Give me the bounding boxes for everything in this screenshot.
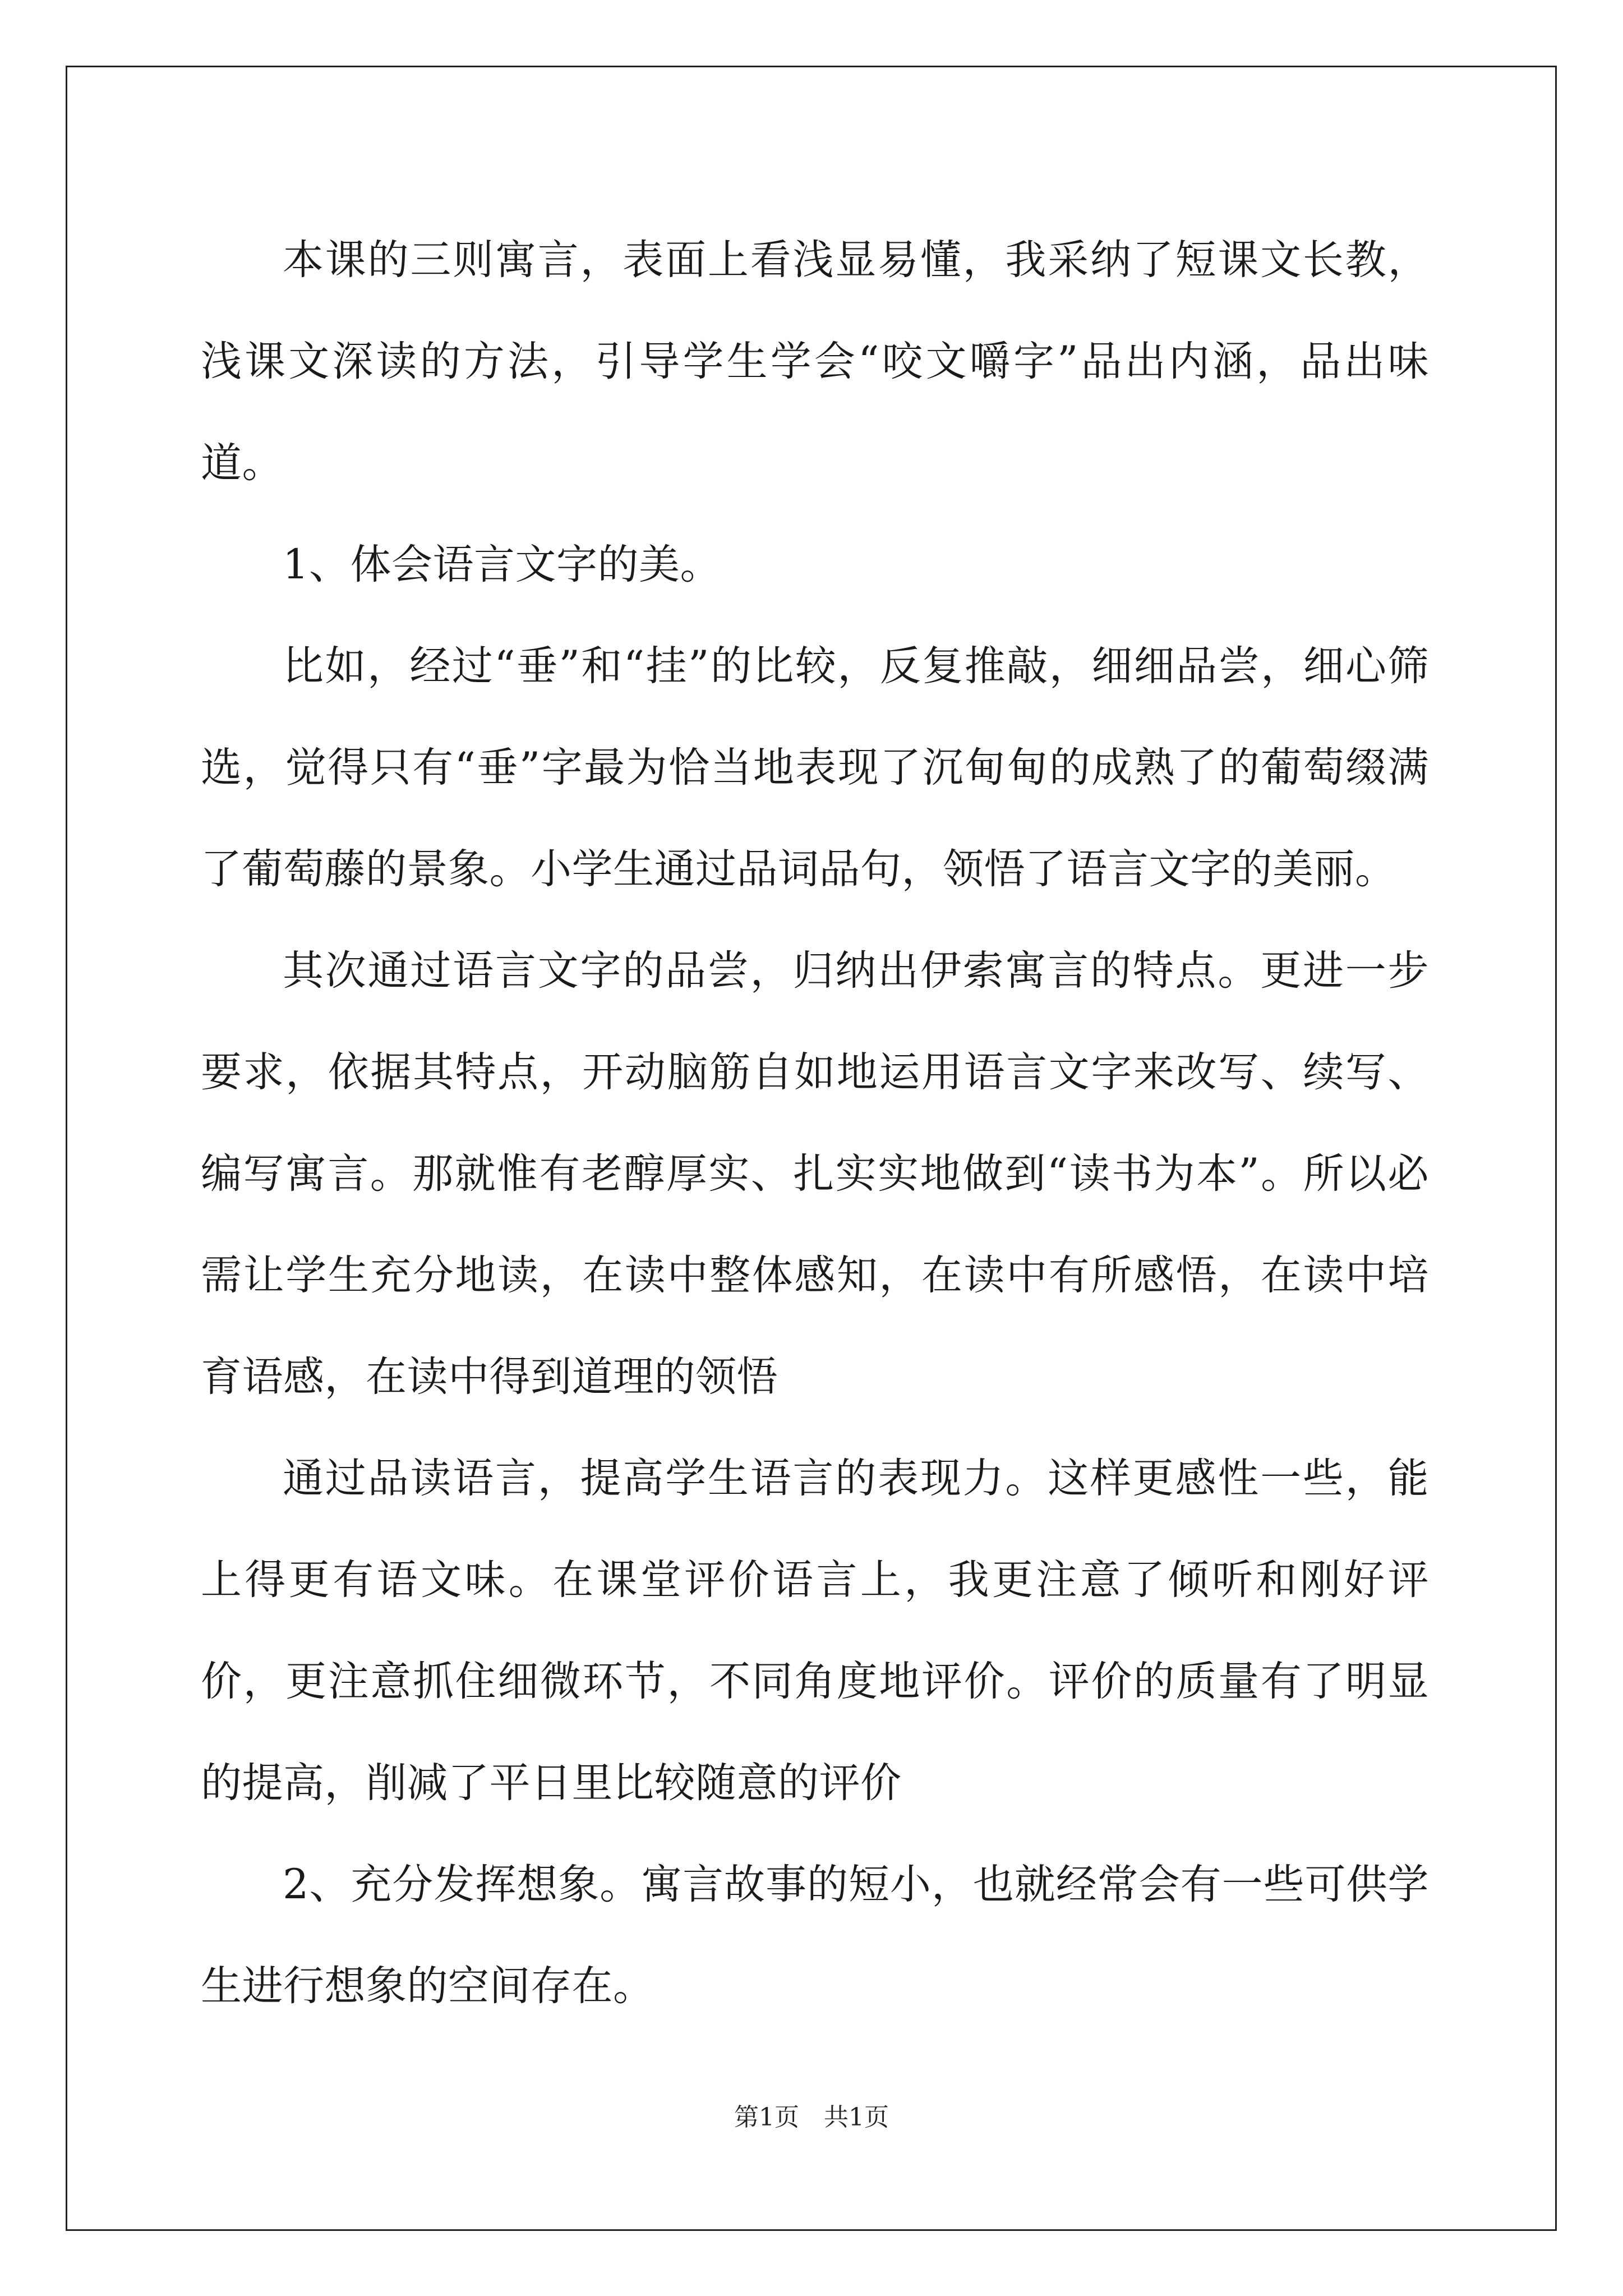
paragraph-expression: 通过品读语言，提高学生语言的表现力。这样更感性一些，能上得更有语文味。在课堂评价语言上，我更注意了倾听和刚好评价，更注意抓住细微环节，不同角度地评价。评价的质量有了明显的提高，削减了平日里比较随意的评价 <box>201 1455 1429 1807</box>
paragraph-heading-2: 2、充分发挥想象。寓言故事的短小，也就经常会有一些可供学生进行想象的空间存在。 <box>201 1861 1429 2010</box>
paragraph-intro: 本课的三则寓言，表面上看浅显易懂，我采纳了短课文长教，浅课文深读的方法，引导学生学会“咬文嚼字”品出内涵，品出味道。 <box>201 236 1429 487</box>
document-body <box>201 209 1429 2037</box>
page-number: 第1页 共1页 <box>734 2103 889 2132</box>
page-footer <box>0 2097 1623 2133</box>
paragraph-characteristics: 其次通过语言文字的品尝，归纳出伊索寓言的特点。更进一步要求，依据其特点，开动脑筋自如地运用语言文字来改写、续写、编写寓言。那就惟有老醇厚实、扎实实地做到“读书为本”。所以必需让学生充分地读，在读中整体感知，在读中有所感悟，在读中培育语感，在读中得到道理的领悟 <box>201 947 1429 1401</box>
paragraph-example: 比如，经过“垂”和“挂”的比较，反复推敲，细细品尝，细心筛选，觉得只有“垂”字最为恰当地表现了沉甸甸的成熟了的葡萄缀满了葡萄藤的景象。小学生通过品词品句，领悟了语言文字的美丽。 <box>201 642 1429 893</box>
paragraph-heading-1: 1、体会语言文字的美。 <box>283 541 721 588</box>
